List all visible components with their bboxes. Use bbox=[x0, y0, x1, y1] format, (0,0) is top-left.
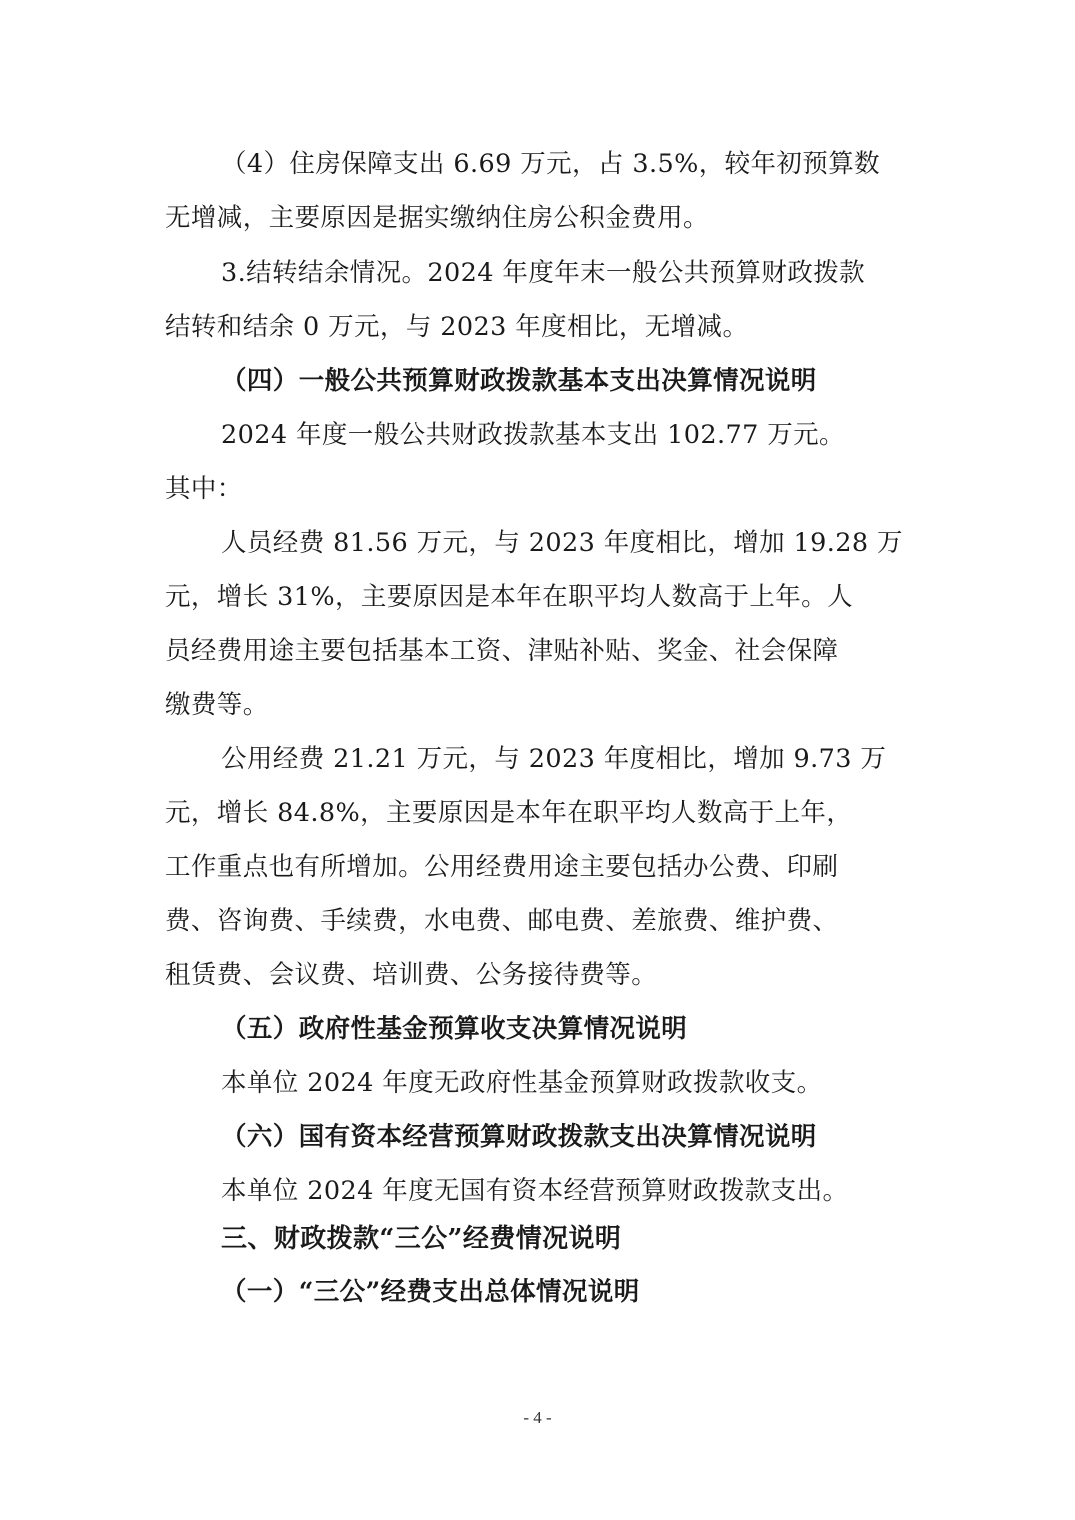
paragraph-carryover-line-1: 3.结转结余情况。2024 年度年末一般公共预算财政拨款 bbox=[221, 258, 866, 288]
section-heading-state-capital: （六）国有资本经营预算财政拨款支出决算情况说明 bbox=[221, 1122, 817, 1152]
paragraph-basic-expenditure-line-1: 2024 年度一般公共财政拨款基本支出 102.77 万元。 bbox=[221, 420, 845, 450]
paragraph-personnel-line-4: 缴费等。 bbox=[165, 690, 269, 720]
paragraph-public-line-5: 租赁费、会议费、培训费、公务接待费等。 bbox=[165, 960, 658, 990]
section-heading-government-fund: （五）政府性基金预算收支决算情况说明 bbox=[221, 1014, 688, 1044]
section-heading-three-public: 三、财政拨款“三公”经费情况说明 bbox=[221, 1224, 622, 1254]
paragraph-state-capital: 本单位 2024 年度无国有资本经营预算财政拨款支出。 bbox=[221, 1176, 849, 1206]
paragraph-personnel-line-2: 元，增长 31%，主要原因是本年在职平均人数高于上年。人 bbox=[165, 582, 853, 612]
paragraph-basic-expenditure-line-2: 其中： bbox=[165, 474, 243, 504]
paragraph-public-line-1: 公用经费 21.21 万元，与 2023 年度相比，增加 9.73 万 bbox=[221, 744, 887, 774]
paragraph-personnel-line-3: 员经费用途主要包括基本工资、津贴补贴、奖金、社会保障 bbox=[165, 636, 839, 666]
paragraph-carryover-line-2: 结转和结余 0 万元，与 2023 年度相比，无增减。 bbox=[165, 312, 749, 342]
paragraph-public-line-3: 工作重点也有所增加。公用经费用途主要包括办公费、印刷 bbox=[165, 852, 839, 882]
page-number: - 4 - bbox=[523, 1408, 552, 1427]
section-heading-three-public-overall: （一）“三公”经费支出总体情况说明 bbox=[221, 1277, 640, 1307]
paragraph-public-line-4: 费、咨询费、手续费，水电费、邮电费、差旅费、维护费、 bbox=[165, 906, 839, 936]
paragraph-housing-line-2: 无增减，主要原因是据实缴纳住房公积金费用。 bbox=[165, 203, 709, 233]
paragraph-personnel-line-1: 人员经费 81.56 万元，与 2023 年度相比，增加 19.28 万 bbox=[221, 528, 903, 558]
paragraph-housing-line-1: （4）住房保障支出 6.69 万元，占 3.5%，较年初预算数 bbox=[221, 149, 881, 179]
paragraph-public-line-2: 元，增长 84.8%，主要原因是本年在职平均人数高于上年， bbox=[165, 798, 853, 828]
paragraph-government-fund: 本单位 2024 年度无政府性基金预算财政拨款收支。 bbox=[221, 1068, 823, 1098]
section-heading-basic-expenditure: （四）一般公共预算财政拨款基本支出决算情况说明 bbox=[221, 366, 817, 396]
